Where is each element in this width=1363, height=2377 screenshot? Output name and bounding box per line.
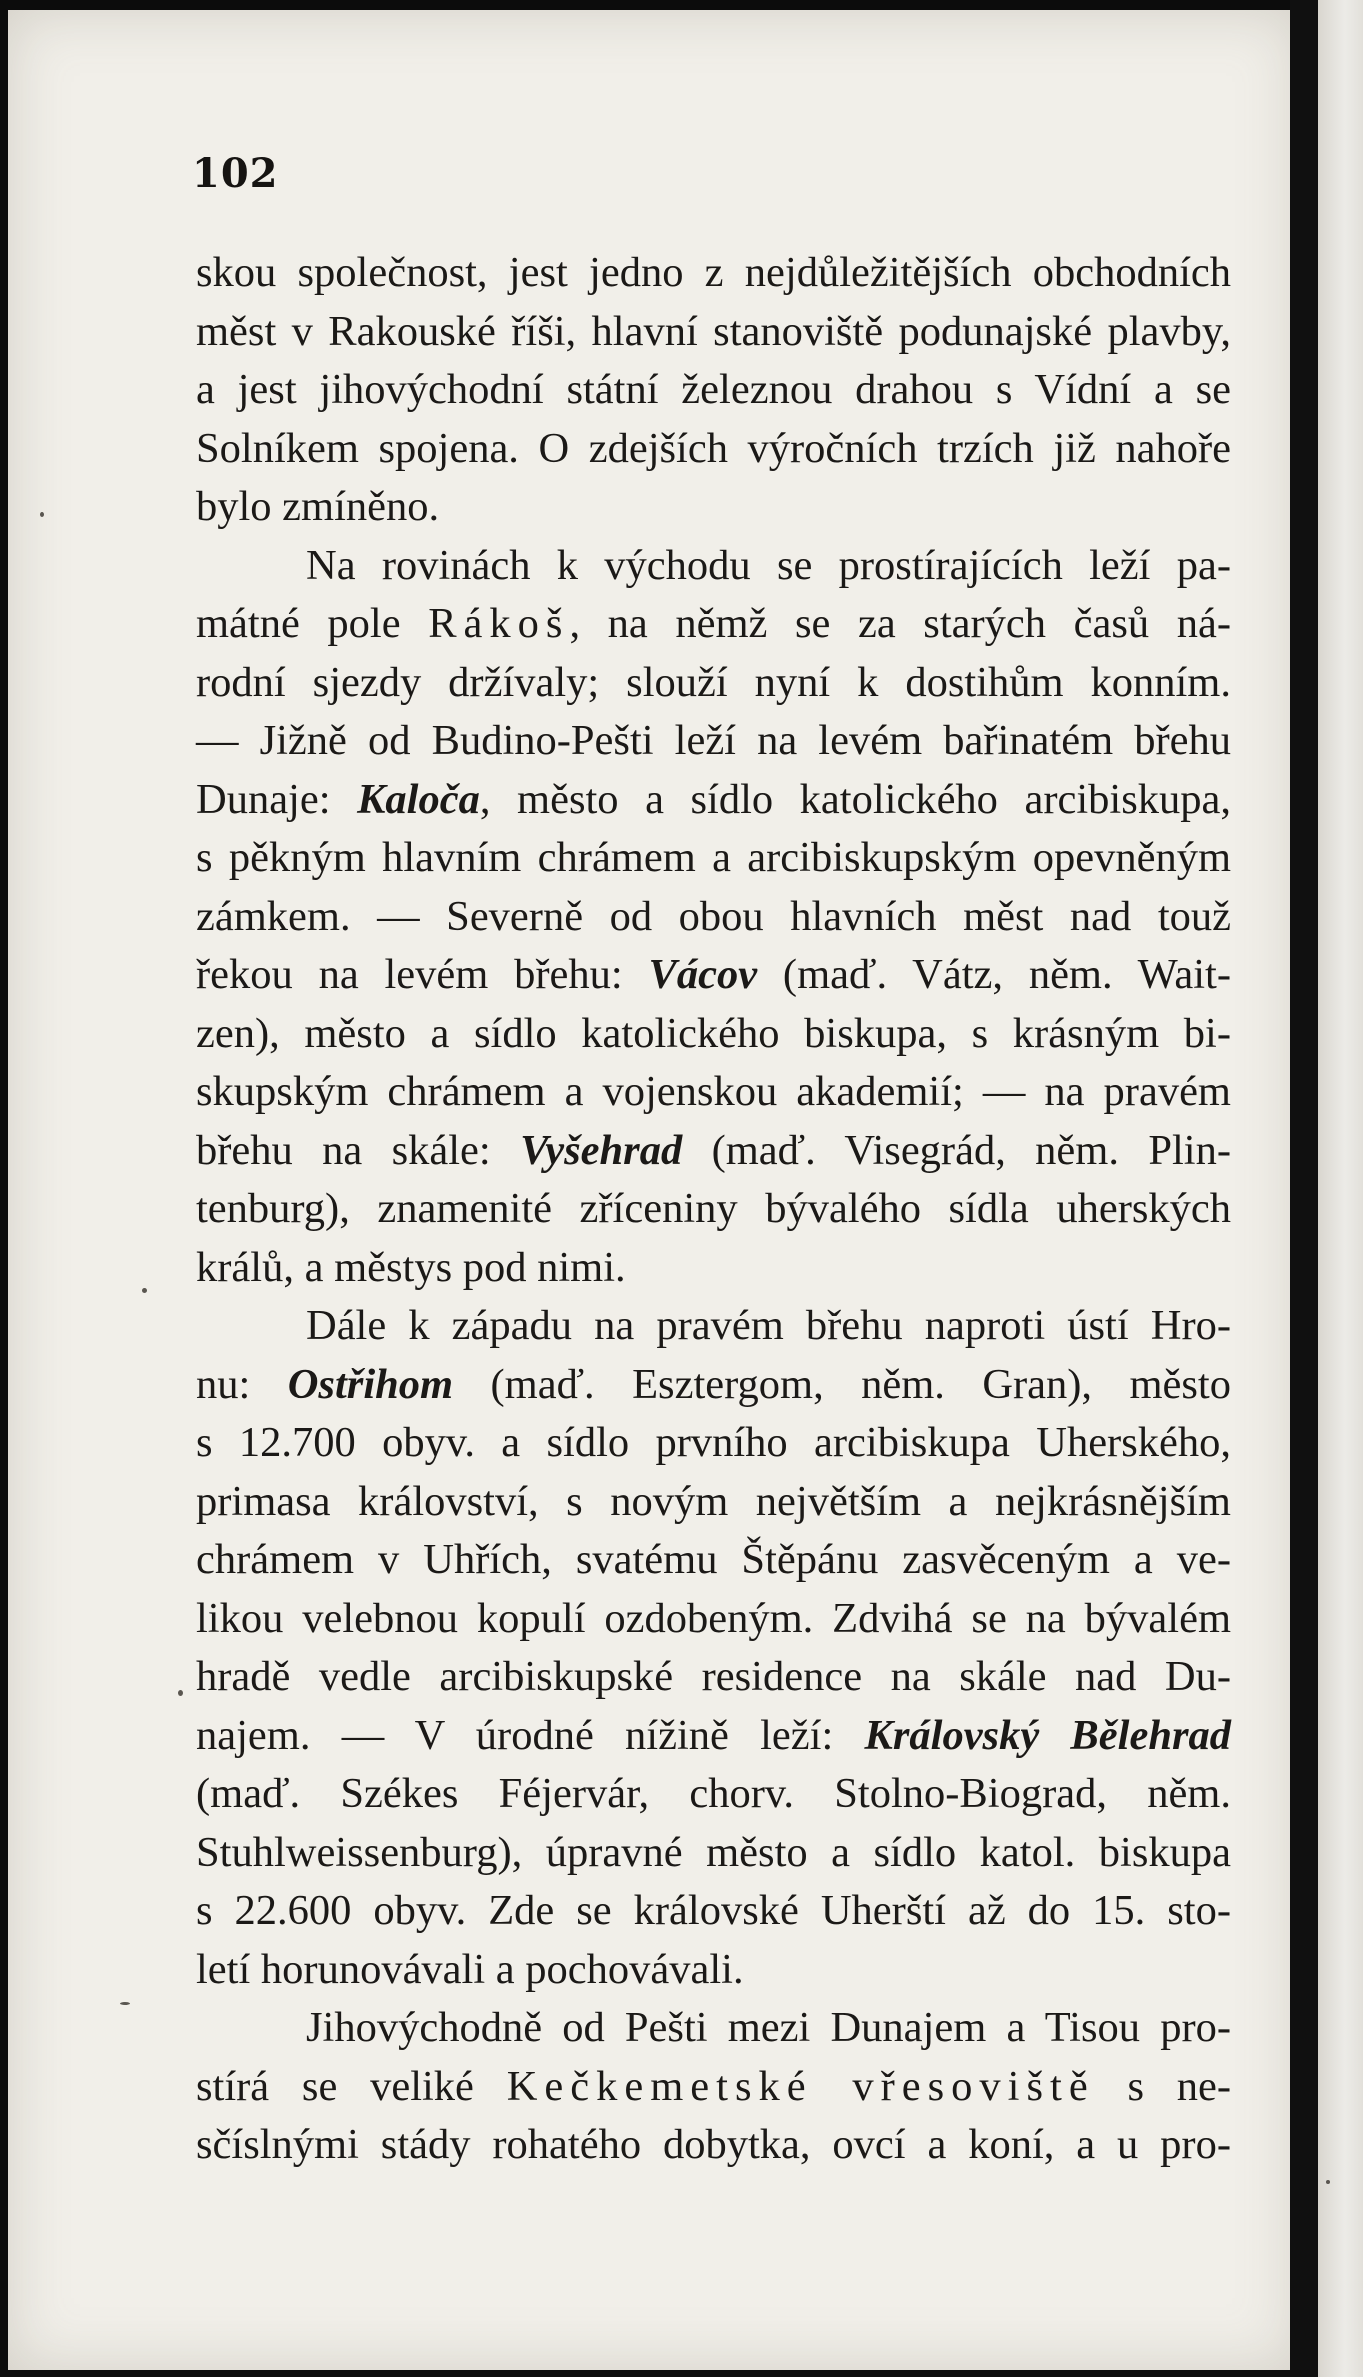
line-text: nu:: [196, 1360, 288, 1408]
text-line: [196, 2058, 1231, 2117]
line-text: Stuhlweissenburg), úpravné město a sídlo katol. biskupa: [196, 1828, 1231, 1876]
text-line: [196, 1414, 1231, 1473]
line-text: s 22.600 obyv. Zde se královské Uherští až do 15. sto-: [196, 1887, 1231, 1934]
line-text: břehu na skále:: [196, 1126, 521, 1174]
text-line: [196, 1707, 1231, 1766]
text-line: [196, 1999, 1231, 2058]
page-number: 102: [192, 150, 279, 197]
text-line: [196, 2116, 1231, 2175]
line-text: králů, a městys pod nimi.: [196, 1243, 626, 1291]
text-line: [196, 1063, 1231, 1122]
line-text: rodní sjezdy držívaly; slouží nyní k dostihům konním.: [196, 658, 1231, 706]
line-text: Jihovýchodně od Pešti mezi Dunajem a Tisou pro-: [306, 2004, 1231, 2051]
adjacent-page-strip: [1318, 0, 1363, 2377]
line-text: najem. — V úrodné nížině leží:: [196, 1711, 865, 1759]
line-text: a jest jihovýchodní státní železnou drahou s Vídní a se: [196, 366, 1231, 413]
scan-speck: [1326, 2180, 1330, 2184]
text-line: [196, 1005, 1231, 1064]
text-line: [196, 1590, 1231, 1649]
text-line: [196, 244, 1231, 303]
text-line: [196, 478, 1231, 537]
line-text: (maď. Esztergom, něm. Gran), město: [453, 1360, 1231, 1408]
text-line: [196, 1531, 1231, 1590]
text-line: [196, 1122, 1231, 1181]
scan-speck: [40, 512, 44, 517]
text-line: [196, 771, 1231, 830]
line-text: s ne-: [1094, 2062, 1231, 2110]
text-line: [196, 712, 1231, 771]
place-name: Královský Bělehrad: [864, 1711, 1231, 1759]
body-text: [196, 244, 1231, 2175]
line-text: tenburg), znamenité zříceniny bývalého sídla uherských: [196, 1185, 1231, 1232]
line-text: likou velebnou kopulí ozdobeným. Zdvihá se na bývalém: [196, 1594, 1231, 1642]
text-line: [196, 888, 1231, 947]
text-line: [196, 1882, 1231, 1941]
text-line: [196, 303, 1231, 362]
line-text: , na němž se za starých časů ná-: [569, 600, 1231, 647]
scan-speck: [142, 1288, 147, 1293]
line-text: primasa království, s novým největším a nejkrásnějším: [196, 1477, 1231, 1525]
line-text: řekou na levém břehu:: [196, 951, 649, 998]
text-line: [196, 595, 1231, 654]
line-text: zámkem. — Severně od obou hlavních měst nad touž: [196, 892, 1231, 940]
spaced-term: Kečkemetské vřesoviště: [506, 2062, 1095, 2110]
place-name: Ostřihom: [287, 1360, 454, 1408]
text-line: [196, 829, 1231, 888]
line-text: sčíslnými stády rohatého dobytka, ovcí a koní, a u pro-: [196, 2121, 1231, 2168]
place-name: Vyšehrad: [520, 1126, 683, 1174]
text-line: [196, 1648, 1231, 1707]
text-line: [196, 654, 1231, 713]
line-text: skupským chrámem a vojenskou akademií; — na pravém: [196, 1068, 1231, 1115]
line-text: měst v Rakouské říši, hlavní stanoviště podunajské plavby,: [196, 307, 1231, 355]
line-text: skou společnost, jest jedno z nejdůležitějších obchodních: [196, 249, 1231, 296]
text-line: [196, 1239, 1231, 1298]
line-text: bylo zmíněno.: [196, 483, 440, 530]
text-line: [196, 1765, 1231, 1824]
spaced-term: Rákoš: [428, 600, 570, 647]
line-text: (maď. Székes Féjervár, chorv. Stolno-Biograd, něm.: [196, 1770, 1231, 1817]
text-line: [196, 1356, 1231, 1415]
place-name: Kaloča: [357, 775, 480, 823]
line-text: s 12.700 obyv. a sídlo prvního arcibiskupa Uherského,: [196, 1419, 1231, 1466]
text-line: [196, 1180, 1231, 1239]
text-line: [196, 537, 1231, 596]
text-line: [196, 1941, 1231, 2000]
line-text: Dunaje:: [196, 775, 358, 823]
text-line: [196, 1824, 1231, 1883]
text-line: [196, 1297, 1231, 1356]
line-text: s pěkným hlavním chrámem a arcibiskupským opevněným: [196, 834, 1231, 881]
line-text: , město a sídlo katolického arcibiskupa,: [479, 775, 1231, 823]
line-text: chrámem v Uhřích, svatému Štěpánu zasvěceným a ve-: [196, 1536, 1231, 1583]
line-text: hradě vedle arcibiskupské residence na skále nad Du-: [196, 1653, 1231, 1700]
page-edge-shadow: [1290, 0, 1318, 2377]
place-name: Vácov: [648, 951, 758, 998]
text-line: [196, 361, 1231, 420]
text-line: [196, 946, 1231, 1005]
line-text: (maď. Visegrád, něm. Plin-: [682, 1126, 1231, 1174]
line-text: zen), město a sídlo katolického biskupa, s krásným bi-: [196, 1009, 1231, 1057]
line-text: (maď. Vátz, něm. Wait-: [757, 951, 1231, 998]
line-text: — Jižně od Budino-Pešti leží na levém bařinatém břehu: [196, 717, 1231, 764]
line-text: mátné pole: [196, 600, 429, 647]
line-text: Na rovinách k východu se prostírajících leží pa-: [306, 541, 1231, 589]
line-text: Solníkem spojena. O zdejších výročních trzích již nahoře: [196, 424, 1231, 472]
scan-speck: [178, 1690, 183, 1696]
text-line: [196, 420, 1231, 479]
scan-speck: [120, 2002, 130, 2005]
line-text: Dále k západu na pravém břehu naproti ústí Hro-: [306, 1302, 1231, 1349]
line-text: stírá se veliké: [196, 2062, 507, 2110]
text-line: [196, 1473, 1231, 1532]
line-text: letí horunovávali a pochovávali.: [196, 1945, 744, 1993]
